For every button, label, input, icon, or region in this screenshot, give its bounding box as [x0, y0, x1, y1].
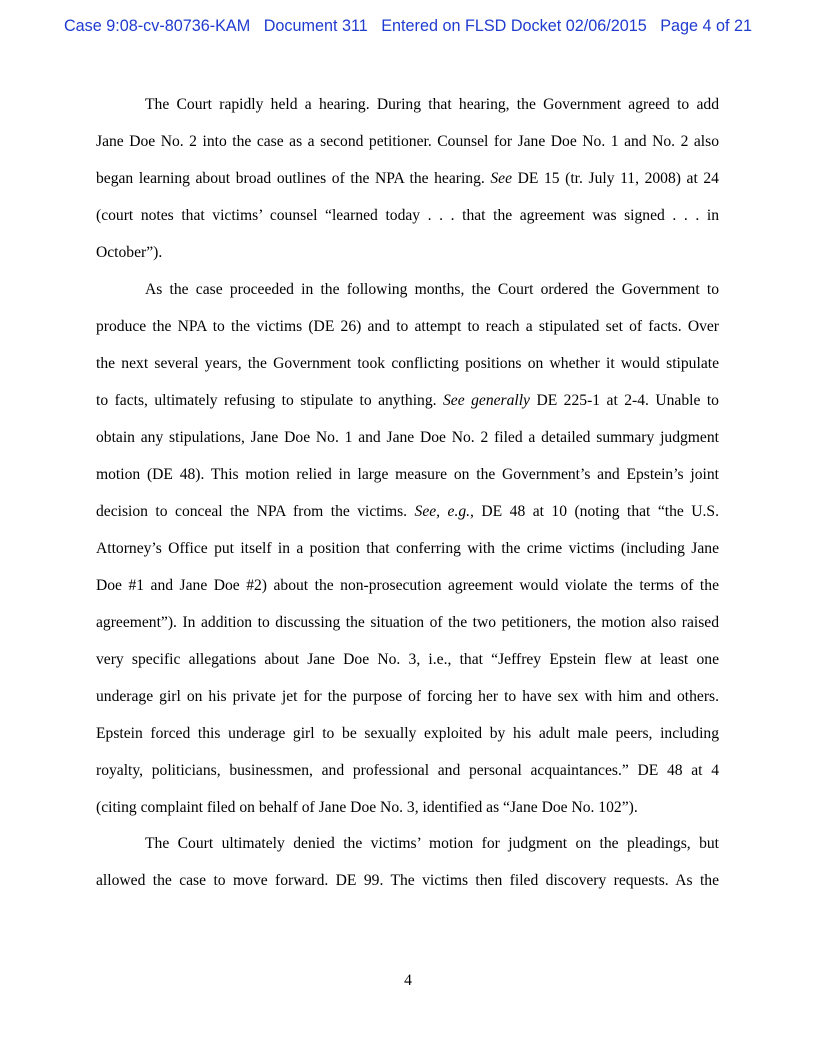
citation-signal: See generally [443, 392, 530, 409]
citation-signal: See [490, 170, 513, 187]
body-line-text: to facts, ultimately refusing to stipulate to anything. [96, 392, 443, 409]
body-line-text: DE 225-1 at 2-4. Unable to [529, 392, 719, 409]
body-line-text: DE 15 (tr. July 11, 2008) at 24 [512, 170, 719, 187]
body-line-text: began learning about broad outlines of the NPA the hearing. [96, 170, 491, 187]
body-line: The Court rapidly held a hearing. During that hearing, the Government agreed to add [145, 96, 719, 113]
body-line: As the case proceeded in the following months, the Court ordered the Government to [145, 281, 719, 298]
body-line: the next several years, the Government took conflicting positions on whether it would stipulate [96, 355, 719, 372]
body-line [96, 392, 719, 410]
body-line [96, 503, 719, 521]
body-line: underage girl on his private jet for the purpose of forcing her to have sex with him and others. [96, 688, 719, 705]
body-line: obtain any stipulations, Jane Doe No. 1 and Jane Doe No. 2 filed a detailed summary judgment [96, 429, 719, 446]
body-line: Jane Doe No. 2 into the case as a second petitioner. Counsel for Jane Doe No. 1 and No. 2 also [96, 133, 719, 150]
court-filing-header: Case 9:08-cv-80736-KAM Document 311 Entered on FLSD Docket 02/06/2015 Page 4 of 21 [63, 17, 753, 35]
body-line: allowed the case to move forward. DE 99. The victims then filed discovery requests. As the [96, 872, 719, 889]
body-line: motion (DE 48). This motion relied in large measure on the Government’s and Epstein’s joint [96, 466, 719, 483]
body-line: Doe #1 and Jane Doe #2) about the non-prosecution agreement would violate the terms of the [96, 577, 719, 594]
body-line: October”). [96, 244, 163, 261]
body-line: very specific allegations about Jane Doe No. 3, i.e., that “Jeffrey Epstein flew at least one [96, 651, 719, 668]
body-line-text: DE 48 at 10 (noting that “the U.S. [473, 503, 719, 520]
body-line: Epstein forced this underage girl to be sexually exploited by his adult male peers, including [96, 725, 719, 742]
citation-signal: See, e.g., [414, 503, 474, 520]
body-line: (citing complaint filed on behalf of Jane Doe No. 3, identified as “Jane Doe No. 102”). [96, 799, 638, 816]
body-line: royalty, politicians, businessmen, and professional and personal acquaintances.” DE 48 at 4 [96, 762, 719, 779]
body-line [96, 170, 719, 188]
page-number: 4 [404, 972, 412, 989]
body-line: (court notes that victims’ counsel “learned today . . . that the agreement was signed . . . in [96, 207, 719, 224]
body-line: Attorney’s Office put itself in a position that conferring with the crime victims (including Jane [96, 540, 719, 557]
body-line-text: decision to conceal the NPA from the victims. [96, 503, 415, 520]
body-line: produce the NPA to the victims (DE 26) and to attempt to reach a stipulated set of facts. Over [96, 318, 719, 335]
body-line: The Court ultimately denied the victims’ motion for judgment on the pleadings, but [145, 835, 719, 852]
body-line: agreement”). In addition to discussing the situation of the two petitioners, the motion also raised [96, 614, 719, 631]
